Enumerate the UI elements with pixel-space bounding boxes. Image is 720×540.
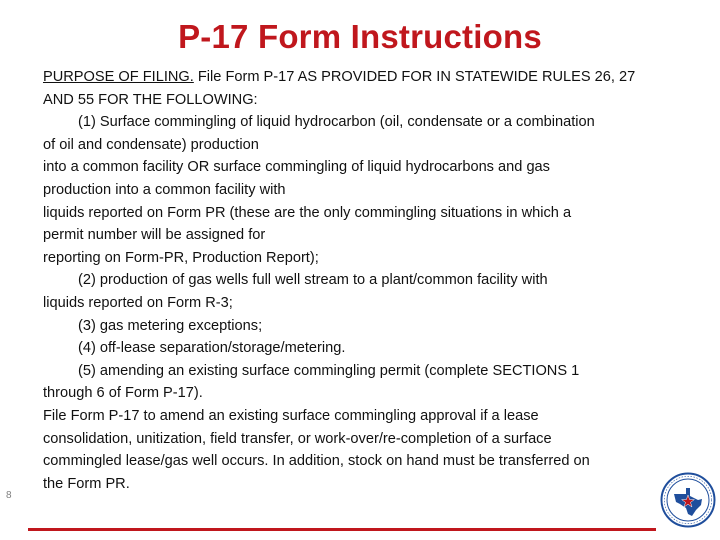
- purpose-heading: PURPOSE OF FILING.: [43, 69, 194, 85]
- item-1-line: permit number will be assigned for: [43, 227, 266, 244]
- purpose-line-1: [43, 66, 688, 89]
- item-1-line: liquids reported on Form PR (these are the only commingling situations in which a: [43, 204, 572, 221]
- item-1-line: (1) Surface commingling of liquid hydrocarbon (oil, condensate or a combination: [78, 114, 595, 131]
- item-1-line: into a common facility OR surface commingling of liquid hydrocarbons and gas: [43, 159, 550, 176]
- closing-line: consolidation, unitization, field transfer, or work-over/re-completion of a surface: [43, 430, 552, 447]
- item-5-line: through 6 of Form P-17).: [43, 385, 203, 402]
- item-1-line: reporting on Form-PR, Production Report);: [43, 249, 319, 266]
- item-4-line: (4) off-lease separation/storage/metering.: [78, 340, 346, 357]
- purpose-line-2: AND 55 FOR THE FOLLOWING:: [43, 91, 258, 108]
- item-2-line: (2) production of gas wells full well stream to a plant/common facility with: [78, 272, 548, 289]
- item-2-line: liquids reported on Form R-3;: [43, 294, 233, 311]
- closing-line: the Form PR.: [43, 475, 130, 492]
- texas-seal-icon: [660, 472, 716, 528]
- purpose-intro: File Form P-17 AS PROVIDED FOR IN STATEWIDE RULES 26, 27: [193, 69, 636, 85]
- closing-line: commingled lease/gas well occurs. In addition, stock on hand must be transferred on: [43, 453, 590, 470]
- instructions-body: [43, 66, 688, 495]
- page-title: P-17 Form Instructions: [178, 18, 542, 55]
- item-3-line: (3) gas metering exceptions;: [78, 317, 263, 334]
- closing-line: File Form P-17 to amend an existing surface commingling approval if a lease: [43, 407, 539, 424]
- bottom-divider: [28, 528, 656, 531]
- item-1-line: of oil and condensate) production: [43, 136, 259, 153]
- item-5-line: (5) amending an existing surface commingling permit (complete SECTIONS 1: [78, 362, 580, 379]
- slide-number: 8: [6, 490, 12, 501]
- item-1-line: production into a common facility with: [43, 181, 286, 198]
